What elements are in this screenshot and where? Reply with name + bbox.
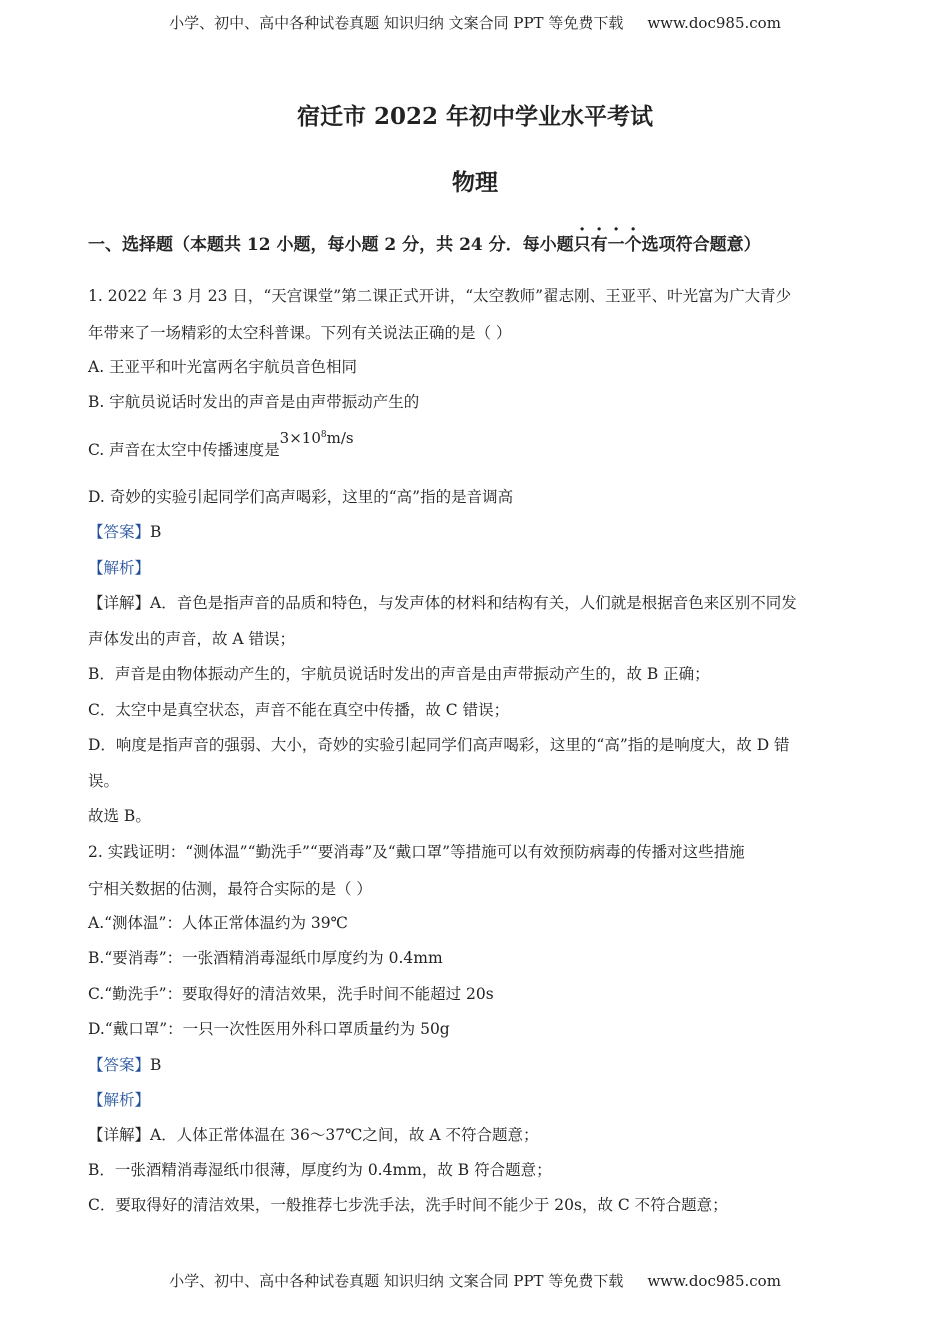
q2-option-c: C.“勤洗手”：要取得好的清洁效果，洗手时间不能超过 20s <box>88 985 494 1003</box>
footer-site[interactable]: www.doc985.com <box>647 1272 781 1290</box>
q1-option-c-text: C. 声音在太空中传播速度是 <box>88 441 280 459</box>
exam-subject: 物理 <box>452 169 498 196</box>
q1-explain-7: 故选 B。 <box>88 807 151 825</box>
footer-text: 小学、初中、高中各种试卷真题 知识归纳 文案合同 PPT 等免费下载 <box>169 1272 624 1290</box>
answer-tag: 【答案】 <box>88 1056 151 1074</box>
q1-answer <box>88 520 161 542</box>
q1-option-b: B. 宇航员说话时发出的声音是由声带振动产生的 <box>88 393 420 411</box>
header-text: 小学、初中、高中各种试卷真题 知识归纳 文案合同 PPT 等免费下载 <box>169 14 624 32</box>
q2-explain-3: C．要取得好的清洁效果，一般推荐七步洗手法，洗手时间不能少于 20s，故 C 不符合题意； <box>88 1196 728 1214</box>
q2-option-a: A.“测体温”：人体正常体温约为 39℃ <box>88 914 348 932</box>
header-site[interactable]: www.doc985.com <box>647 14 781 32</box>
q1-explain-4: C．太空中是真空状态，声音不能在真空中传播，故 C 错误； <box>88 701 510 719</box>
section-pre: 一、选择题（本题共 12 小题，每小题 2 分，共 24 分．每小题 <box>88 235 574 255</box>
formula-base: 3×10 <box>279 429 321 447</box>
q2-answer <box>88 1053 161 1075</box>
analysis-tag: 【解析】 <box>88 1091 151 1109</box>
q1-explain-1 <box>88 591 797 613</box>
explain-text: A．人体正常体温在 36～37℃之间，故 A 不符合题意； <box>150 1126 539 1144</box>
q2-explain-1 <box>88 1123 538 1145</box>
q1-analysis <box>88 556 150 578</box>
q1-option-d: D. 奇妙的实验引起同学们高声喝彩，这里的“高”指的是音调高 <box>88 488 514 506</box>
explain-text: A．音色是指声音的品质和特色，与发声体的材料和结构有关，人们就是根据音色来区别不同发 <box>150 594 797 612</box>
speed-formula <box>280 429 354 447</box>
detail-tag: 【详解】 <box>88 1126 151 1144</box>
q1-option-c <box>88 429 354 460</box>
dotted-char: 有 <box>590 235 608 255</box>
q2-stem-line2: 宁相关数据的估测，最符合实际的是（ ） <box>88 880 372 898</box>
q2-explain-2: B．一张酒精消毒湿纸巾很薄，厚度约为 0.4mm，故 B 符合题意； <box>88 1161 552 1179</box>
q2-stem-line1: 2. 实践证明：“测体温”“勤洗手”“要消毒”及“戴口罩”等措施可以有效预防病毒的传播对这些措施 <box>88 843 745 861</box>
formula-unit: m/s <box>326 429 354 447</box>
q2-option-b: B.“要消毒”：一张酒精消毒湿纸巾厚度约为 0.4mm <box>88 949 443 967</box>
detail-tag: 【详解】 <box>88 594 151 612</box>
page-footer <box>0 1270 950 1291</box>
page-header <box>0 12 950 33</box>
section-heading <box>88 230 761 255</box>
analysis-tag: 【解析】 <box>88 559 151 577</box>
answer-tag: 【答案】 <box>88 523 151 541</box>
q1-explain-3: B．声音是由物体振动产生的，宇航员说话时发出的声音是由声带振动产生的，故 B 正确； <box>88 665 710 683</box>
answer-value: B <box>150 1056 162 1074</box>
q2-option-d: D.“戴口罩”：一只一次性医用外科口罩质量约为 50g <box>88 1020 450 1038</box>
dotted-char: 只 <box>573 235 591 255</box>
answer-value: B <box>150 523 162 541</box>
q1-stem-line1: 1. 2022 年 3 月 23 日，“天宫课堂”第二课正式开讲，“太空教师”翟志刚、王亚平、叶光富为广大青少 <box>88 287 792 305</box>
dotted-char: 一 <box>607 235 625 255</box>
dotted-char: 个 <box>624 235 642 255</box>
q2-analysis <box>88 1088 150 1110</box>
q1-stem-line2: 年带来了一场精彩的太空科普课。下列有关说法正确的是（ ） <box>88 324 512 342</box>
q1-explain-2: 声体发出的声音，故 A 错误； <box>88 630 296 648</box>
q1-explain-6: 误。 <box>88 772 120 790</box>
section-post: 选项符合题意） <box>641 235 761 255</box>
q1-explain-5: D．响度是指声音的强弱、大小，奇妙的实验引起同学们高声喝彩，这里的“高”指的是响度大，故 D 错 <box>88 736 790 754</box>
q1-option-a: A. 王亚平和叶光富两名宇航员音色相同 <box>88 358 358 376</box>
formula-exponent: 8 <box>320 430 327 440</box>
exam-title: 宿迁市 2022 年初中学业水平考试 <box>296 103 654 130</box>
